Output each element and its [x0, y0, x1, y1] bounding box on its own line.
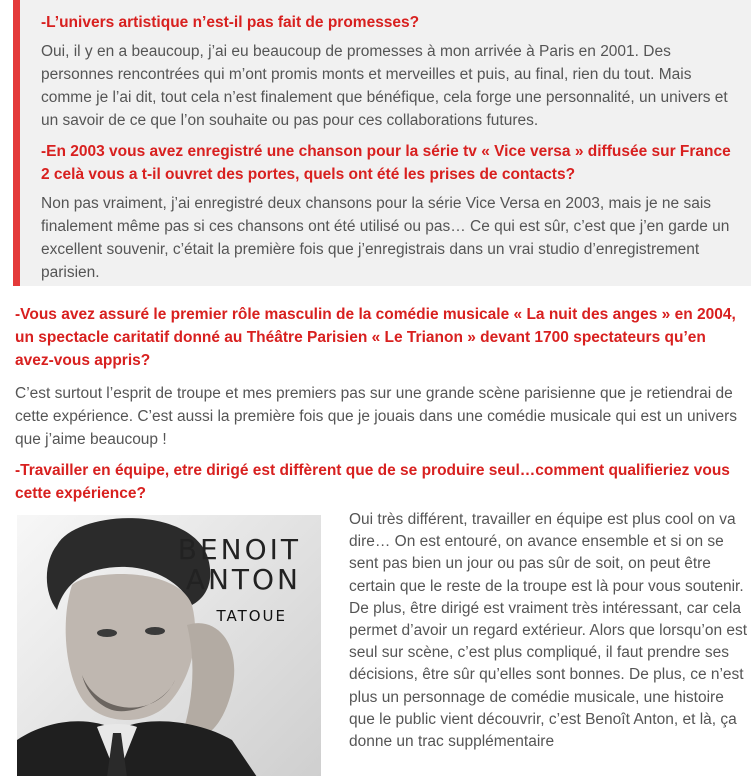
answer-paragraph: Oui, il y en a beaucoup, j’ai eu beaucoup de promesses à mon arrivée à Paris en 2001. Des personnes rencontrées qui m’ont promis monts et merveilles et puis, au final, rien du tout. Mais comme je l’ai dit, tout cela n’est finalement que bénéfique, cela forge une personnalité, un univers et un savoir de ce que l’on souhaite ou pas pour ces collaborations futures.: [41, 43, 728, 129]
answer-paragraph: Oui très différent, travailler en équipe est plus cool on va dire… On est entouré, on avance ensemble et si on se sent pas bien un jour ou pas sûr de soit, on peut être certain que le reste de la troupe est là pour vous soutenir. De plus, être dirigé est vraiment très intéressant, car cela permet d’avoir un regard extérieur. Alors que lorsqu’on est seul sur scène, c’est plus compliqué, il faut prendre ses décisions, être sûr qu’elles sont bonnes. De plus, ce n’est plus un personnage de comédie musicale, une histoire que le public vient découvrir, c’est Benoît Anton, et là, ça donne un trac supplémentaire: [349, 511, 748, 751]
question-heading: -L’univers artistique n’est-il pas fait de promesses?: [41, 14, 420, 31]
artist-line-1: BENOIT: [177, 533, 301, 566]
album-title: TATOUE: [216, 607, 287, 625]
answer-paragraph: Non pas vraiment, j’ai enregistré deux chansons pour la série Vice Versa en 2003, mais je ne sais finalement même pas si ces chansons ont été utilisé ou pas… Ce qui est sûr, c’est que j’en garde un excellent souvenir, c’était la première fois que j’enregistrais dans un vrai studio d’enregistrement parisien.: [41, 195, 730, 281]
question-heading: -Travailler en équipe, etre dirigé est diffèrent que de se produire seul…comment qualifieriez vous cette expérience?: [15, 462, 730, 502]
side-answer: [349, 509, 749, 753]
article-body: [15, 303, 743, 505]
artist-line-2: ANTON: [185, 563, 301, 596]
quote-block: [13, 0, 751, 286]
figure-row: [17, 509, 747, 776]
question-heading: -En 2003 vous avez enregistré une chanson pour la série tv « Vice versa » diffusée sur France 2 celà vous a t-il ouvret des portes, quels ont été les prises de contacts?: [41, 143, 731, 183]
question-heading: -Vous avez assuré le premier rôle masculin de la comédie musicale « La nuit des anges » en 2004, un spectacle caritatif donné au Théâtre Parisien « Le Trianon » devant 1700 spectateurs qu’en avez-vous appris?: [15, 306, 736, 369]
album-cover-image: [17, 515, 321, 776]
answer-paragraph: C’est surtout l’esprit de troupe et mes premiers pas sur une grande scène parisienne que je retiendrai de cette expérience. C’est aussi la première fois que je jouais dans une comédie musicale qui est un univers que j’aime beaucoup !: [15, 385, 737, 448]
album-artist-name: [178, 535, 301, 595]
